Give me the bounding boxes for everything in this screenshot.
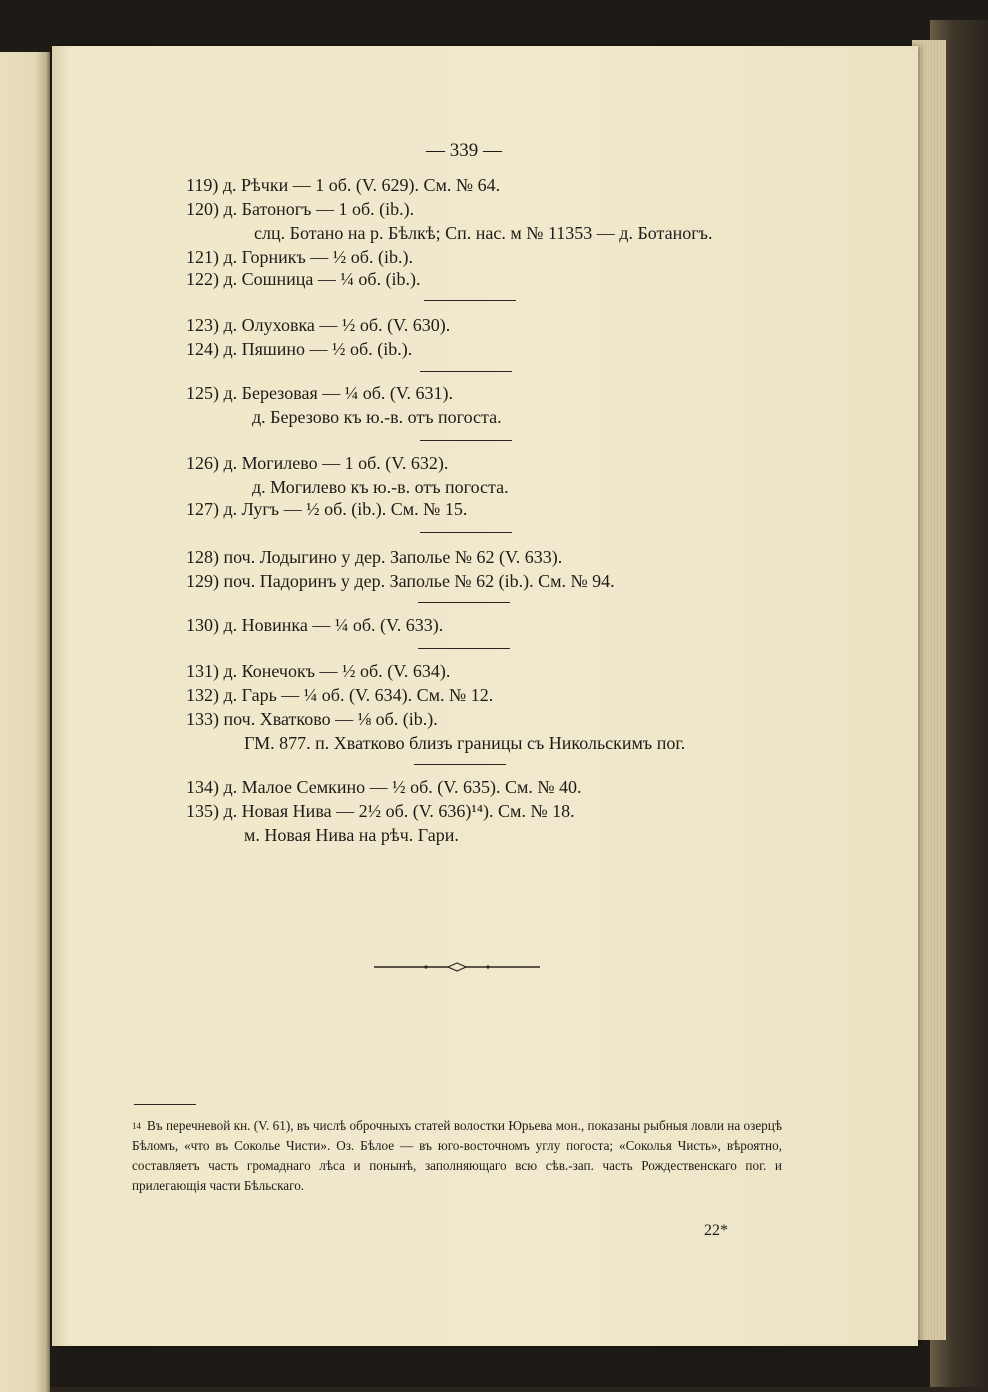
footnote: [132, 1116, 782, 1196]
entry-135: 135) д. Новая Нива — 2½ об. (V. 636)¹⁴). См. № 18.: [186, 801, 575, 821]
entry-131: 131) д. Конечокъ — ½ об. (V. 634).: [186, 661, 451, 681]
entry-133-note: ГМ. 877. п. Хватково близъ границы съ Никольскимъ пог.: [244, 733, 686, 753]
entry-130: 130) д. Новинка — ¼ об. (V. 633).: [186, 615, 444, 635]
entry-133: 133) поч. Хватково — ⅛ об. (ib.).: [186, 709, 438, 729]
entry-134: 134) д. Малое Семкино — ½ об. (V. 635). См. № 40.: [186, 777, 582, 797]
signature-mark: 22*: [704, 1222, 728, 1239]
section-divider: [420, 371, 512, 372]
section-divider: [420, 440, 512, 441]
entry-124: 124) д. Пяшино — ½ об. (ib.).: [186, 339, 413, 359]
entry-123: 123) д. Олуховка — ½ об. (V. 630).: [186, 315, 451, 335]
entry-122: 122) д. Сошница — ¼ об. (ib.).: [186, 269, 421, 289]
footnote-rule: [134, 1104, 196, 1105]
left-page-edge: [0, 52, 50, 1392]
entry-129: 129) поч. Падоринъ у дер. Заполье № 62 (ib.). См. № 94.: [186, 571, 615, 591]
section-divider: [418, 602, 510, 603]
entry-127: 127) д. Лугъ — ½ об. (ib.). См. № 15.: [186, 499, 468, 519]
entry-135-note: м. Новая Нива на рѣч. Гари.: [244, 825, 459, 845]
entry-119: 119) д. Рѣчки — 1 об. (V. 629). См. № 64.: [186, 175, 501, 195]
entry-120: 120) д. Батоногъ — 1 об. (ib.).: [186, 199, 415, 219]
entry-128: 128) поч. Лодыгино у дер. Заполье № 62 (V. 633).: [186, 547, 563, 567]
section-divider: [420, 532, 512, 533]
entry-132: 132) д. Гарь — ¼ об. (V. 634). См. № 12.: [186, 685, 494, 705]
end-ornament: [374, 960, 540, 974]
page-number: — 339 —: [426, 140, 502, 161]
footnote-text: Въ перечневой кн. (V. 61), въ числѣ оброчныхъ статей волостки Юрьева мон., показаны рыбныя ловли на озерцѣ Бѣломъ, «что въ Соколье Чисти». Оз. Бѣлое — въ юго-восточномъ углу погоста; «Соколья Чисть», вѣроятно, составляетъ часть громаднаго лѣса и понынѣ, заполняющаго всю сѣв.-зап. часть Рождественскаго пог. и прилегающія части Бѣльскаго.: [132, 1118, 782, 1193]
section-divider: [424, 300, 516, 301]
entry-120-note: слц. Ботано на р. Бѣлкѣ; Сп. нас. м № 11353 — д. Ботаногъ.: [254, 223, 713, 243]
entry-126: 126) д. Могилево — 1 об. (V. 632).: [186, 453, 449, 473]
section-divider: [414, 764, 506, 765]
section-divider: [418, 648, 510, 649]
footnote-mark: 14: [132, 1121, 141, 1131]
entry-125-note: д. Березово къ ю.-в. отъ погоста.: [252, 407, 502, 427]
entry-126-note: д. Могилево къ ю.-в. отъ погоста.: [252, 477, 509, 497]
entry-121: 121) д. Горникъ — ½ об. (ib.).: [186, 247, 413, 267]
entry-125: 125) д. Березовая — ¼ об. (V. 631).: [186, 383, 454, 403]
